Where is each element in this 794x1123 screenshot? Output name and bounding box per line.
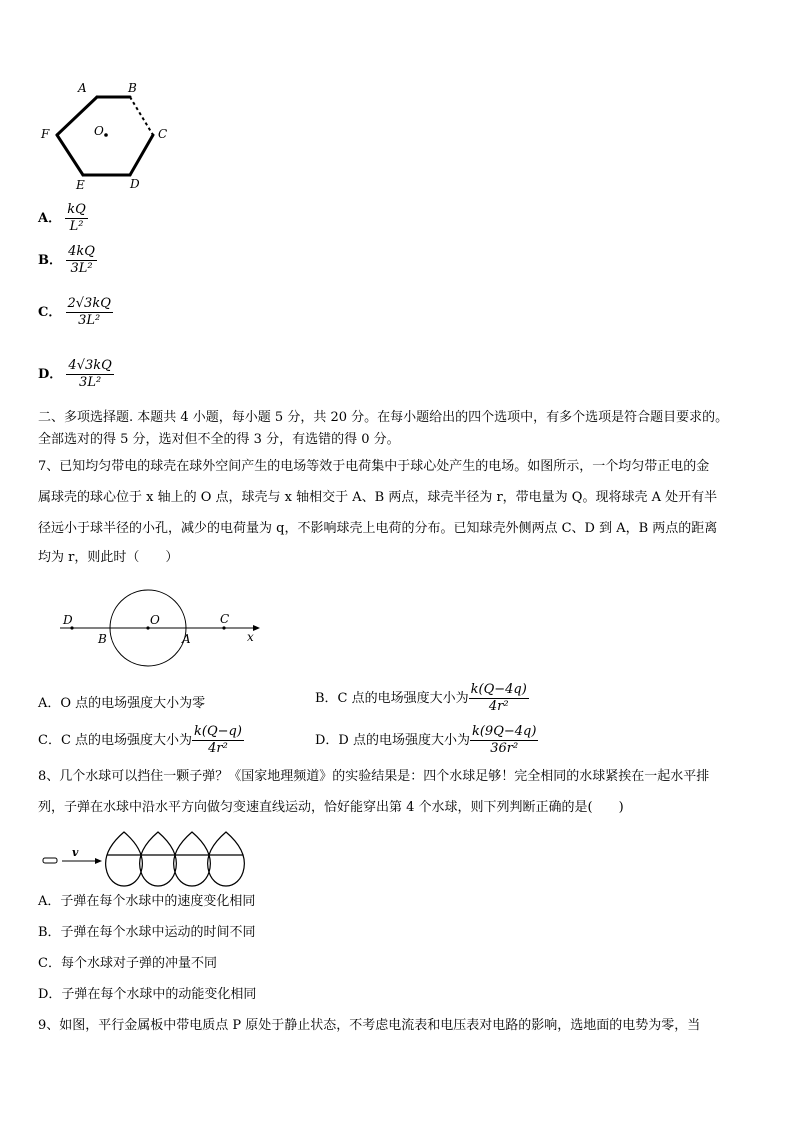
q7-line4: 均为 r，则此时（ ） — [38, 550, 179, 565]
q8-option-b: B．子弹在每个水球中运动的时间不同 — [38, 925, 256, 940]
option-prefix: B．C 点的电场强度大小为 — [315, 691, 469, 706]
fraction — [65, 202, 88, 235]
q7-option-c — [38, 724, 244, 757]
numerator: k(9Q−4q) — [471, 724, 537, 739]
prev-option-c — [38, 296, 113, 329]
q8-option-a: A．子弹在每个水球中的速度变化相同 — [38, 894, 256, 909]
denominator: L² — [65, 218, 88, 235]
numerator: 2√3kQ — [67, 296, 111, 311]
q7-option-d — [315, 724, 538, 757]
numerator: k(Q−4q) — [470, 682, 527, 697]
hex-label-o: O — [94, 124, 104, 138]
hex-label-a: A — [78, 81, 87, 95]
section2-line2: 全部选对的得 5 分，选对但不全的得 3 分，有选错的得 0 分。 — [38, 432, 400, 447]
option-letter: C． — [38, 305, 62, 320]
hexagon-figure — [35, 75, 185, 195]
fraction — [470, 724, 538, 757]
q7-label-d: D — [63, 613, 73, 627]
prev-option-b — [38, 244, 97, 277]
q8-option-c: C．每个水球对子弹的冲量不同 — [38, 956, 217, 971]
numerator: 4√3kQ — [68, 358, 112, 373]
denominator: 36r² — [470, 740, 538, 757]
fraction — [66, 244, 97, 277]
denominator: 4r² — [192, 740, 244, 757]
option-letter: A． — [38, 211, 62, 226]
q8-option-d: D．子弹在每个水球中的动能变化相同 — [38, 987, 257, 1002]
option-letter: D． — [38, 367, 63, 382]
q8-line2: 列，子弹在水球中沿水平方向做匀变速直线运动，恰好能穿出第 4 个水球，则下列判断正确的是( ) — [38, 800, 624, 815]
option-prefix: C．C 点的电场强度大小为 — [38, 733, 193, 748]
numerator: kQ — [67, 202, 86, 217]
hex-label-c: C — [158, 127, 168, 141]
q7-circle-figure — [55, 588, 270, 668]
q7-line2: 属球壳的球心位于 x 轴上的 O 点，球壳与 x 轴相交于 A、B 两点，球壳半径为 r，带电量为 Q。现将球壳 A 处开有半 — [38, 490, 718, 505]
q8-water-balls-figure — [40, 828, 250, 890]
denominator: 4r² — [469, 698, 529, 715]
hex-label-b: B — [128, 81, 137, 95]
hex-label-e: E — [76, 178, 85, 192]
q7-label-o: O — [150, 613, 160, 627]
numerator: 4kQ — [68, 244, 95, 259]
fraction — [192, 724, 244, 757]
q7-option-a: A．O 点的电场强度大小为零 — [38, 696, 206, 711]
denominator: 3L² — [66, 260, 97, 277]
q7-option-b — [315, 682, 529, 715]
option-prefix: D．D 点的电场强度大小为 — [315, 733, 470, 748]
q8-line1: 8、几个水球可以挡住一颗子弹？《国家地理频道》的实验结果是：四个水球足够！完全相同的水球紧挨在一起水平排 — [38, 769, 710, 784]
denominator: 3L² — [66, 312, 113, 329]
numerator: k(Q−q) — [194, 724, 242, 739]
hex-label-f: F — [41, 127, 50, 141]
denominator: 3L² — [66, 374, 113, 391]
q7-label-x: x — [247, 630, 254, 644]
q7-line3: 径远小于球半径的小孔，减少的电荷量为 q，不影响球壳上电荷的分布。已知球壳外侧两点 C、D 到 A，B 两点的距离 — [38, 521, 718, 536]
q7-label-a: A — [182, 632, 191, 646]
fraction — [66, 296, 113, 329]
prev-option-d — [38, 358, 114, 391]
q7-label-b: B — [98, 632, 107, 646]
option-letter: B． — [38, 253, 62, 268]
fraction — [469, 682, 529, 715]
q7-label-c: C — [220, 612, 230, 626]
q8-velocity-label: v — [72, 846, 79, 859]
fraction — [66, 358, 113, 391]
hex-label-d: D — [130, 177, 140, 191]
q9-line1: 9、如图，平行金属板中带电质点 P 原处于静止状态，不考虑电流表和电压表对电路的影响，选地面的电势为零，当 — [38, 1018, 701, 1033]
q7-line1: 7、已知均匀带电的球壳在球外空间产生的电场等效于电荷集中于球心处产生的电场。如图所示，一个均匀带正电的金 — [38, 459, 710, 474]
prev-option-a — [38, 202, 88, 235]
section2-line1: 二、多项选择题. 本题共 4 小题，每小题 5 分，共 20 分。在每小题给出的四个选项中，有多个选项是符合题目要求的。 — [38, 410, 729, 425]
